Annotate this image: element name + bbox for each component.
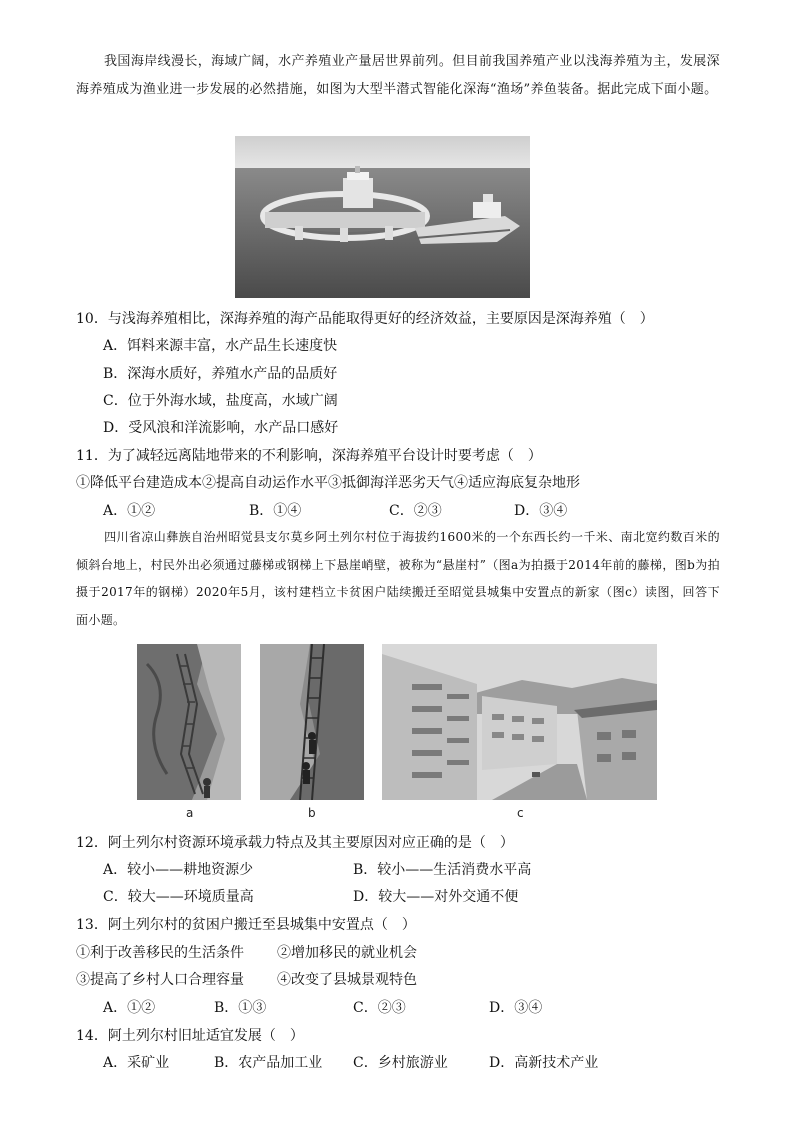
figure-b-steel-ladder [260,644,364,800]
figure-a-rattan-ladder [137,644,241,800]
cliff-photo-b [260,644,364,800]
question-13-option-b[interactable]: B．①③ [214,1000,267,1016]
figure-deep-sea-farm [235,136,530,298]
question-10-option-b[interactable]: B．深海水质好，养殖水产品的品质好 [103,366,338,382]
question-13-statement-4: ④改变了县城景观特色 [277,972,417,988]
question-11-option-d[interactable]: D．③④ [514,503,568,519]
question-11-stem: 11．为了减轻远离陆地带来的不利影响，深海养殖平台设计时要考虑（ ） [76,448,542,464]
question-10-option-d[interactable]: D．受风浪和洋流影响，水产品口感好 [103,420,339,436]
figure-c-resettlement-site [382,644,657,800]
cliff-photo-a [137,644,241,800]
question-13-stem: 13．阿土列尔村的贫困户搬迁至县城集中安置点（ ） [76,917,416,933]
city-photo-c [382,644,657,800]
question-13-statement-2: ②增加移民的就业机会 [277,945,417,961]
question-13-option-a[interactable]: A．①② [103,1000,156,1016]
passage-1 [76,48,720,103]
question-12-stem: 12．阿土列尔村资源环境承载力特点及其主要原因对应正确的是（ ） [76,835,514,851]
figure-a-label: a [186,806,194,820]
figure-c-label: c [517,806,524,820]
passage-1-line-3: 下面小题。 [650,81,718,97]
question-14-option-b[interactable]: B．农产品加工业 [214,1055,323,1071]
passage-2-line-3: 2014年前的藤梯，图b为拍摄于2017年的钢梯）2020年5月，该村建档立卡贫困户陆续搬迁至昭觉县城 [76,557,720,599]
question-11-option-b[interactable]: B．①④ [249,503,302,519]
question-14-stem: 14．阿土列尔村旧址适宜发展（ ） [76,1028,304,1044]
passage-2 [76,524,720,634]
question-14-option-a[interactable]: A．采矿业 [103,1055,170,1071]
passage-2-line-4: 集中安置点的新家（图c）读图，回答下面小题。 [76,585,720,627]
question-14-option-d[interactable]: D．高新技术产业 [489,1055,599,1071]
question-13-option-d[interactable]: D．③④ [489,1000,543,1016]
figure-b-label: b [308,806,316,820]
question-10-stem: 10．与浅海养殖相比，深海养殖的海产品能取得更好的经济效益，主要原因是深海养殖（ ） [76,311,654,327]
question-13-statement-1: ①利于改善移民的生活条件 [76,945,244,961]
question-12-option-b[interactable]: B．较小——生活消费水平高 [353,862,532,878]
question-12-option-c[interactable]: C．较大——环境质量高 [103,889,254,905]
question-11-option-a[interactable]: A．①② [103,503,156,519]
deep-sea-farm-photo [235,136,530,298]
question-13-option-c[interactable]: C．②③ [353,1000,406,1016]
question-10-option-a[interactable]: A．饵料来源丰富，水产品生长速度快 [103,338,338,354]
passage-2-line-1: 四川省凉山彝族自治州昭觉县支尔莫乡阿土列尔村位于海拔约1600米的一个东西长约一千米、南北 [104,530,646,544]
question-11-option-c[interactable]: C．②③ [389,503,442,519]
question-12-option-d[interactable]: D．较大——对外交通不便 [353,889,519,905]
passage-1-line-1: 我国海岸线漫长，海域广阔，水产养殖业产量居世界前列。但目前我国养殖产业以浅海养殖为主，发 [104,54,694,69]
passage-2-line-2: 宽约数百米的倾斜台地上，村民外出必须通过藤梯或钢梯上下悬崖峭壁，被称为“悬崖村”（图a为拍摄于 [76,530,720,572]
question-13-statement-3: ③提高了乡村人口合理容量 [76,972,244,988]
question-12-option-a[interactable]: A．较小——耕地资源少 [103,862,254,878]
question-11-statements: ①降低平台建造成本②提高自动运作水平③抵御海洋恶劣天气④适应海底复杂地形 [76,475,580,491]
question-10-option-c[interactable]: C．位于外海水域，盐度高，水域广阔 [103,393,338,409]
question-14-option-c[interactable]: C．乡村旅游业 [353,1055,448,1071]
passage-1-line-2: 展深海养殖成为渔业进一步发展的必然措施，如图为大型半潜式智能化深海“渔场”养鱼装备。据此完成 [76,54,720,97]
